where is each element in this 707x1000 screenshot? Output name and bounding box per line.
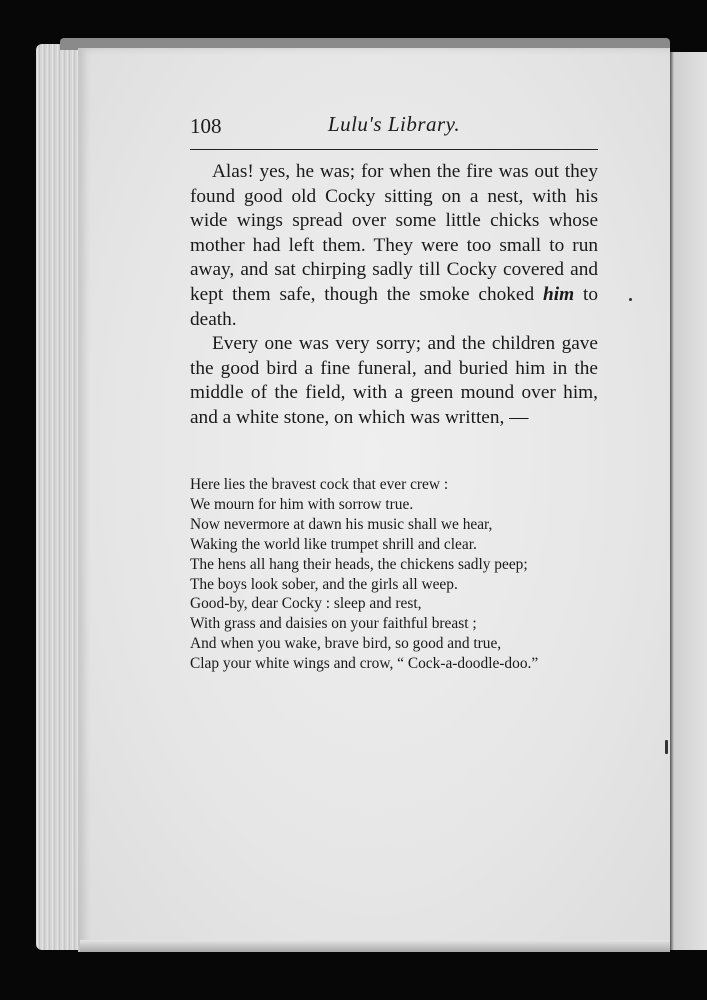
paragraph-1-text: Alas! yes, he was; for when the fire was out they found good old Cocky sitting on a nest, with his wide wings spread over some little chicks whose mother had left them. They were too small to run away, and sat chirping sadly till Cocky covered and kept them safe, though the smoke choked xyxy=(190,161,598,305)
page-number: 108 xyxy=(190,114,222,138)
poem-line: With grass and daisies on your faithful breast ; xyxy=(190,615,477,633)
poem-line: The boys look sober, and the girls all weep. xyxy=(190,575,458,593)
poem-line: We mourn for him with sorrow true. xyxy=(190,495,414,513)
paragraph-1 xyxy=(190,160,598,332)
poem-line: Now nevermore at dawn his music shall we hear, xyxy=(190,515,493,533)
facing-page-edge xyxy=(670,52,707,950)
poem-line: The hens all hang their heads, the chickens sadly peep; xyxy=(190,555,528,573)
page-bottom-edge xyxy=(80,940,670,952)
poem-line: Clap your white wings and crow, “ Cock-a-doodle-doo.” xyxy=(190,655,539,673)
epitaph-poem xyxy=(190,475,610,674)
paragraph-1-end: to death. xyxy=(190,283,598,330)
header-rule xyxy=(190,149,598,150)
running-title: Lulu's Library. xyxy=(327,112,461,136)
poem-line: And when you wake, brave bird, so good and true, xyxy=(190,635,502,653)
poem-line: Waking the world like trumpet shrill and clear. xyxy=(190,535,477,553)
body-text xyxy=(190,160,598,431)
running-header xyxy=(190,112,598,142)
poem-line: Good-by, dear Cocky : sleep and rest, xyxy=(190,595,422,613)
paragraph-2: Every one was very sorry; and the children gave the good bird a fine funeral, and buried him in the middle of the field, with a green mound over him, and a white stone, on which was written, — xyxy=(190,333,598,428)
poem-line: Here lies the bravest cock that ever crew : xyxy=(190,476,449,493)
ink-speck xyxy=(629,298,632,301)
ink-speck xyxy=(665,740,668,754)
emphasis-him: him xyxy=(543,283,575,305)
